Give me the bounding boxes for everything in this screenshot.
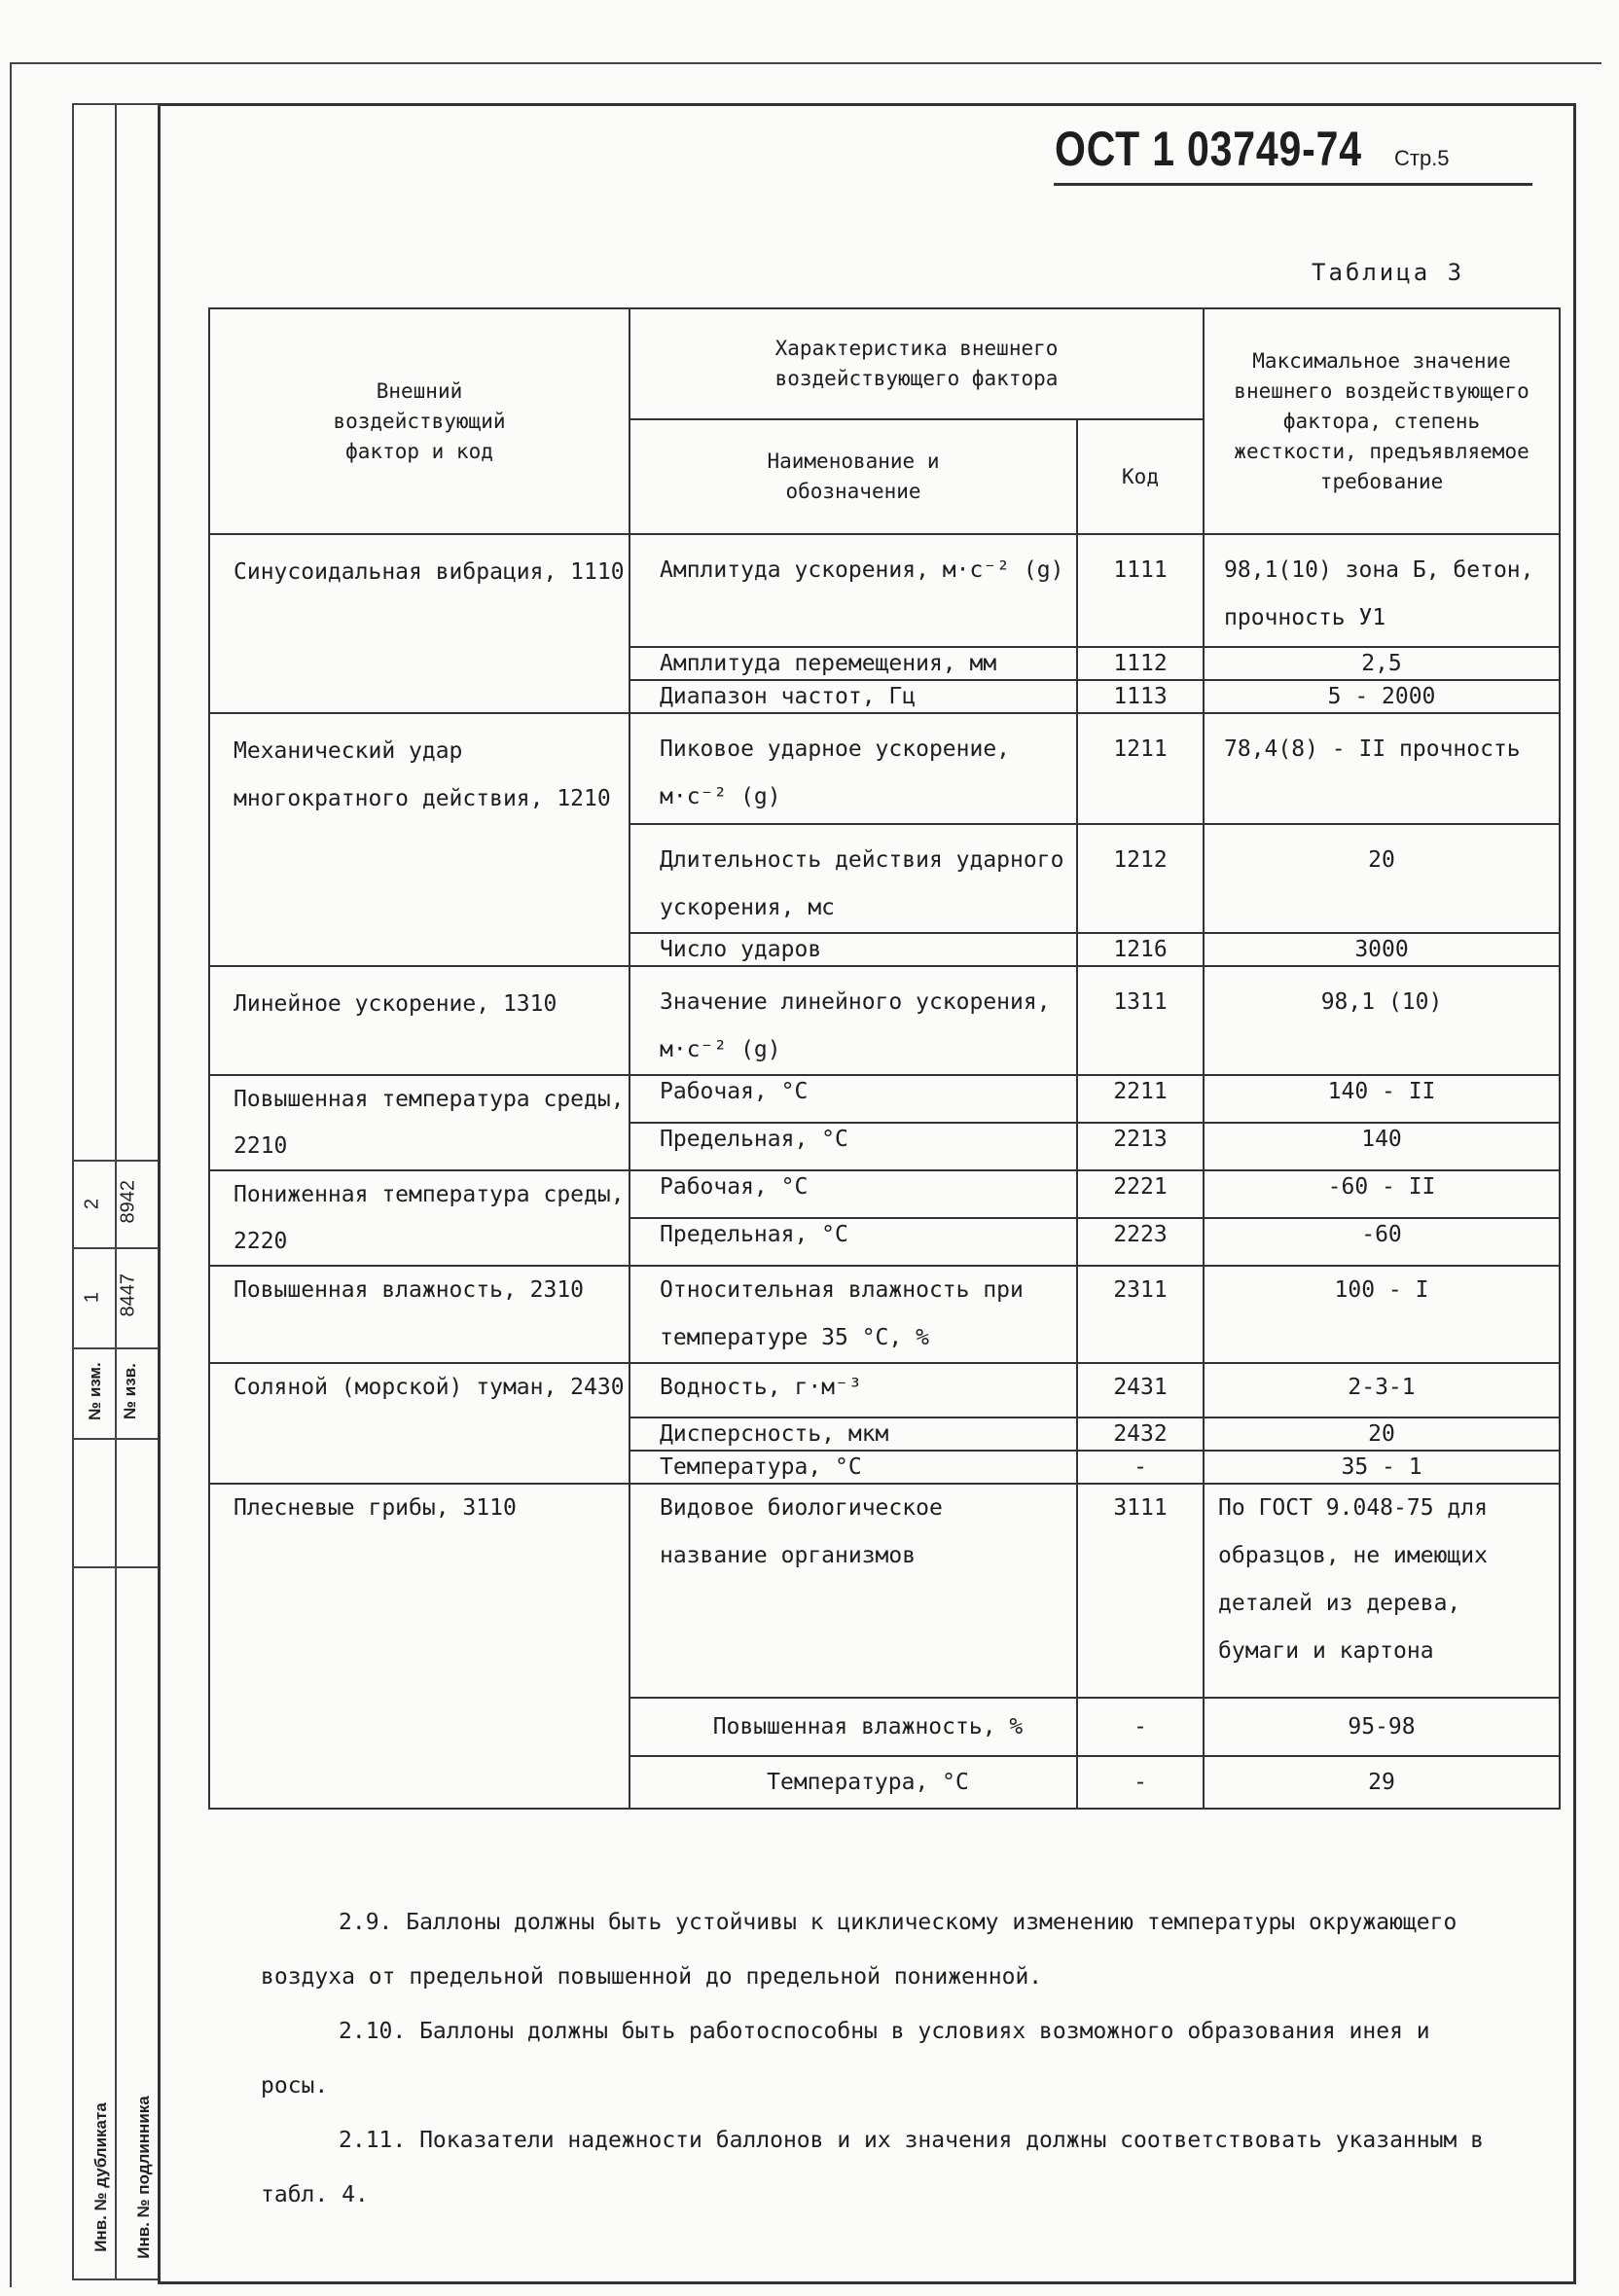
- code-cell: 2223: [1077, 1218, 1204, 1266]
- header-max-value: Максимальное значение внешнего воздействующего фактора, степень жесткости, предъявляемое требование: [1204, 308, 1560, 534]
- name-cell: Рабочая, °С: [630, 1170, 1077, 1218]
- strip-izv-label: № изв.: [121, 1363, 139, 1419]
- code-cell: 1311: [1077, 966, 1204, 1075]
- code-cell: 1212: [1077, 824, 1204, 933]
- name-cell: Температура, °С: [630, 1451, 1077, 1484]
- value-cell: 20: [1204, 1417, 1560, 1451]
- code-cell: 1112: [1077, 647, 1204, 680]
- header-characteristic: Характеристика внешнего воздействующего фактора: [630, 308, 1204, 419]
- paragraph-2-10: 2.10. Баллоны должны быть работоспособны в условиях возможного образования инея и росы.: [261, 2019, 1430, 2099]
- code-cell: 2311: [1077, 1266, 1204, 1363]
- strip-izm-1: 1: [81, 1291, 103, 1304]
- strip-izv-1: 8447: [117, 1274, 139, 1317]
- code-cell: -: [1077, 1756, 1204, 1809]
- table-caption: Таблица 3: [1312, 259, 1465, 286]
- header-name: Наименование и обозначение: [630, 419, 1077, 534]
- value-cell: 140 - II: [1204, 1075, 1560, 1123]
- document-number: ОСТ 1 03749-74: [1055, 122, 1362, 176]
- value-cell: 98,1 (10): [1204, 966, 1560, 1075]
- factor-cell: Линейное ускорение, 1310: [209, 966, 630, 1075]
- name-cell: Повышенная влажность, %: [630, 1698, 1077, 1756]
- code-cell: 2211: [1077, 1075, 1204, 1123]
- strip-original-label: Инв. № подлинника: [134, 2096, 153, 2259]
- code-cell: 2432: [1077, 1417, 1204, 1451]
- factor-cell: Плесневые грибы, 3110: [209, 1484, 630, 1809]
- name-cell: Относительная влажность при температуре 35 °С, %: [630, 1266, 1077, 1363]
- table-3: [208, 307, 1561, 1810]
- value-cell: 100 - I: [1204, 1266, 1560, 1363]
- strip-izm-2: 2: [81, 1198, 103, 1210]
- factor-cell: Соляной (морской) туман, 2430: [209, 1363, 630, 1484]
- value-cell: 5 - 2000: [1204, 680, 1560, 713]
- name-cell: Длительность действия ударного ускорения, мс: [630, 824, 1077, 933]
- value-cell: 3000: [1204, 933, 1560, 966]
- code-cell: 1216: [1077, 933, 1204, 966]
- name-cell: Водность, г·м⁻³: [630, 1363, 1077, 1417]
- code-cell: -: [1077, 1451, 1204, 1484]
- code-cell: 2431: [1077, 1363, 1204, 1417]
- code-cell: 3111: [1077, 1484, 1204, 1698]
- strip-duplicate-label: Инв. № дубликата: [91, 2102, 110, 2252]
- value-cell: 2,5: [1204, 647, 1560, 680]
- name-cell: Рабочая, °С: [630, 1075, 1077, 1123]
- name-cell: Видовое биологическое название организмов: [630, 1484, 1077, 1698]
- factor-cell: Повышенная температура среды, 2210: [209, 1075, 630, 1170]
- name-cell: Число ударов: [630, 933, 1077, 966]
- name-cell: Предельная, °С: [630, 1123, 1077, 1170]
- value-cell: По ГОСТ 9.048-75 для образцов, не имеющих деталей из дерева, бумаги и картона: [1204, 1484, 1560, 1698]
- value-cell: 35 - 1: [1204, 1451, 1560, 1484]
- factor-cell: Пониженная температура среды, 2220: [209, 1170, 630, 1266]
- paragraph-2-11: 2.11. Показатели надежности баллонов и их значения должны соответствовать указанным в табл. 4.: [261, 2128, 1485, 2207]
- name-cell: Диапазон частот, Гц: [630, 680, 1077, 713]
- code-cell: 2221: [1077, 1170, 1204, 1218]
- strip-izv-2: 8942: [117, 1180, 139, 1224]
- name-cell: Температура, °С: [630, 1756, 1077, 1809]
- header-factor: Внешний воздействующий фактор и код: [209, 308, 630, 534]
- code-cell: 2213: [1077, 1123, 1204, 1170]
- value-cell: -60: [1204, 1218, 1560, 1266]
- value-cell: 98,1(10) зона Б, бетон, прочность У1: [1204, 534, 1560, 647]
- value-cell: 140: [1204, 1123, 1560, 1170]
- value-cell: 29: [1204, 1756, 1560, 1809]
- value-cell: 95-98: [1204, 1698, 1560, 1756]
- code-cell: 1111: [1077, 534, 1204, 647]
- document-number-underline: [1054, 183, 1532, 186]
- strip-izm-label: № изм.: [86, 1362, 104, 1420]
- name-cell: Дисперсность, мкм: [630, 1417, 1077, 1451]
- name-cell: Значение линейного ускорения, м·с⁻² (g): [630, 966, 1077, 1075]
- page-number: Стр.5: [1394, 146, 1450, 170]
- name-cell: Амплитуда ускорения, м·с⁻² (g): [630, 534, 1077, 647]
- code-cell: 1211: [1077, 713, 1204, 824]
- name-cell: Предельная, °С: [630, 1218, 1077, 1266]
- code-cell: -: [1077, 1698, 1204, 1756]
- factor-cell: Механический удар многократного действия, 1210: [209, 713, 630, 966]
- code-cell: 1113: [1077, 680, 1204, 713]
- value-cell: 78,4(8) - II прочность: [1204, 713, 1560, 824]
- value-cell: 2-3-1: [1204, 1363, 1560, 1417]
- value-cell: -60 - II: [1204, 1170, 1560, 1218]
- factor-cell: Повышенная влажность, 2310: [209, 1266, 630, 1363]
- factor-cell: Синусоидальная вибрация, 1110: [209, 534, 630, 713]
- value-cell: 20: [1204, 824, 1560, 933]
- header-code: Код: [1077, 419, 1204, 534]
- name-cell: Пиковое ударное ускорение, м·с⁻² (g): [630, 713, 1077, 824]
- paragraph-2-9: 2.9. Баллоны должны быть устойчивы к циклическому изменению температуры окружающего воздуха от предельной повышенной до предельной пониженной.: [261, 1910, 1457, 1990]
- name-cell: Амплитуда перемещения, мм: [630, 647, 1077, 680]
